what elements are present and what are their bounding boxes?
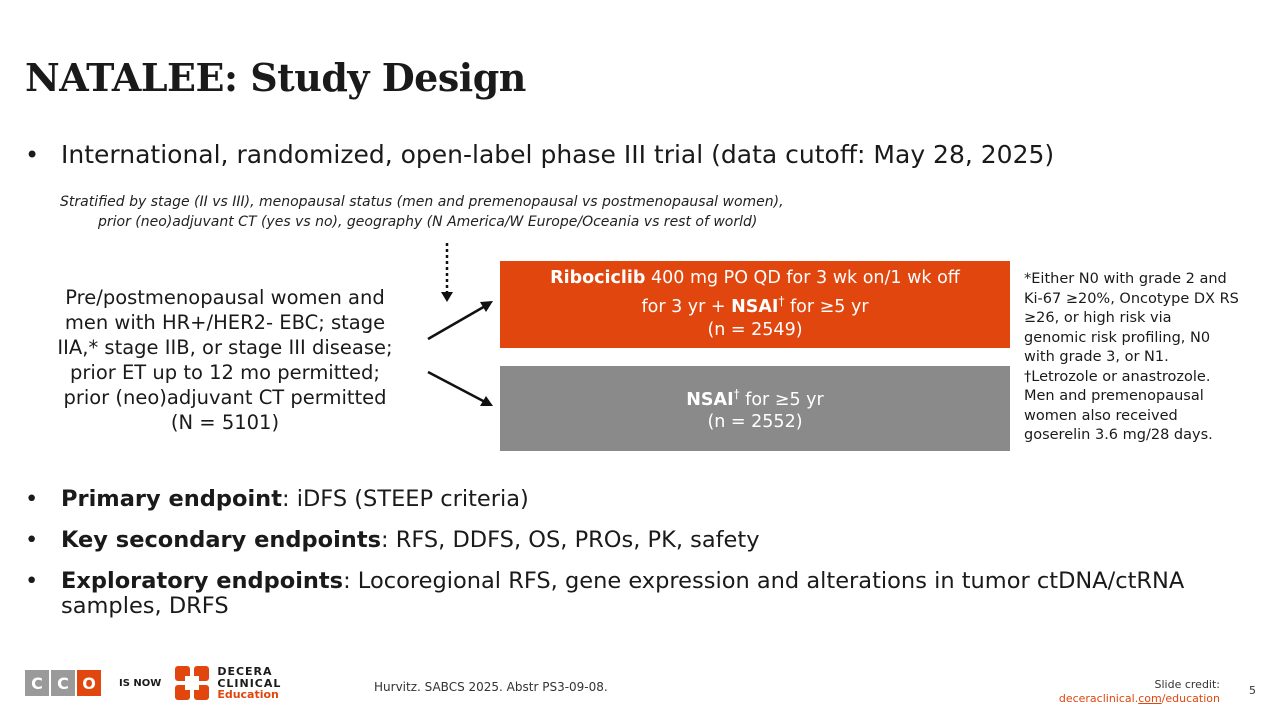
arm2-rest: for ≥5 yr: [739, 389, 824, 410]
intro-text: International, randomized, open-label phase III trial (data cutoff: May 28, 2025): [61, 140, 1055, 169]
arm1-n: (n = 2549): [707, 319, 803, 340]
bullet-char: •: [25, 527, 39, 553]
population-line: prior (neo)adjuvant CT permitted: [63, 386, 387, 409]
endpoint-primary: [25, 487, 529, 512]
arm2-n: (n = 2552): [707, 412, 803, 433]
decera-line-3: Education: [217, 688, 279, 701]
population-line: prior ET up to 12 mo permitted;: [70, 361, 380, 384]
decera-logo-icon: [175, 666, 209, 700]
dotted-arrow-down-icon: [441, 243, 453, 302]
endpoint-label: Exploratory endpoints: [61, 568, 344, 594]
footnote: [1024, 270, 1254, 446]
footnote-line: goserelin 3.6 mg/28 days.: [1024, 427, 1213, 443]
bullet-char: •: [25, 486, 39, 512]
arm1-line1: 400 mg PO QD for 3 wk on/1 wk off: [645, 268, 960, 289]
stratification-line-2: prior (neo)adjuvant CT (yes vs no), geography (N America/W Europe/Oceania vs rest of world): [98, 214, 758, 230]
population-line: IIA,* stage IIB, or stage III disease;: [57, 336, 393, 359]
arrow-up-right-icon: [428, 301, 493, 339]
citation: Hurvitz. SABCS 2025. Abstr PS3-09-08.: [374, 680, 608, 694]
footnote-line: with grade 3, or N1.: [1024, 349, 1169, 365]
population-description: [30, 285, 420, 435]
arm1-nsai: NSAI: [731, 296, 779, 317]
decera-line-1: DECERA: [217, 665, 273, 678]
endpoint-exploratory: [25, 569, 1225, 619]
footnote-line: women also received: [1024, 407, 1178, 424]
bullet-char: •: [25, 568, 39, 594]
footnote-line: ≥26, or high risk via: [1024, 310, 1172, 326]
arm1-line2-post: for ≥5 yr: [784, 296, 869, 317]
population-line: (N = 5101): [170, 411, 280, 434]
stratification-note: [60, 192, 920, 232]
credit-link-post: /education: [1161, 692, 1220, 705]
arm-ribociclib-box: [500, 261, 1010, 348]
footnote-line: Ki-67 ≥20%, Oncotype DX RS: [1024, 290, 1239, 307]
arm1-line2-pre: for 3 yr +: [641, 296, 732, 317]
endpoint-label: Primary endpoint: [61, 486, 282, 512]
arm1-drug: Ribociclib: [550, 268, 646, 289]
page-title: NATALEE: Study Design: [25, 55, 526, 100]
credit-link[interactable]: [1059, 692, 1220, 706]
is-now-label: IS NOW: [119, 677, 162, 689]
population-line: Pre/postmenopausal women and: [65, 286, 385, 309]
slide-credit: [1059, 678, 1220, 706]
cco-logo-letter: O: [77, 670, 101, 696]
footnote-line: †Letrozole or anastrozole.: [1024, 368, 1211, 385]
arm-nsai-box: [500, 366, 1010, 451]
arm2-dagger: †: [733, 386, 740, 401]
stratification-line-1: Stratified by stage (II vs III), menopausal status (men and premenopausal vs postmenopausal women),: [60, 194, 784, 210]
endpoint-text: : Locoregional RFS, gene expression and alterations in tumor ctDNA/ctRNA samples, DRFS: [61, 568, 1185, 619]
bullet-char: •: [25, 141, 40, 169]
endpoint-text: : RFS, DDFS, OS, PROs, PK, safety: [380, 527, 760, 553]
endpoint-label: Key secondary endpoints: [61, 527, 381, 553]
intro-bullet: [25, 141, 1054, 169]
arrow-down-right-icon: [428, 372, 493, 406]
endpoint-secondary: [25, 528, 760, 553]
footnote-line: Men and premenopausal: [1024, 388, 1204, 404]
credit-label: Slide credit:: [1154, 678, 1220, 691]
population-line: men with HR+/HER2- EBC; stage: [64, 311, 386, 334]
cco-logo-letter: C: [25, 670, 49, 696]
cco-logo-letter: C: [51, 670, 75, 696]
decera-line-2: CLINICAL: [217, 676, 282, 690]
endpoint-text: : iDFS (STEEP criteria): [281, 486, 529, 512]
credit-link-com: com: [1138, 692, 1162, 705]
arm1-dagger: †: [778, 294, 785, 309]
page-number: 5: [1249, 684, 1256, 697]
footnote-line: *Either N0 with grade 2 and: [1024, 271, 1227, 287]
decera-wordmark: [217, 666, 281, 701]
footer-logos: [25, 666, 281, 701]
arm2-nsai: NSAI: [686, 389, 734, 410]
footnote-line: genomic risk profiling, N0: [1024, 329, 1211, 346]
credit-link-pre: deceraclinical.: [1058, 692, 1139, 705]
